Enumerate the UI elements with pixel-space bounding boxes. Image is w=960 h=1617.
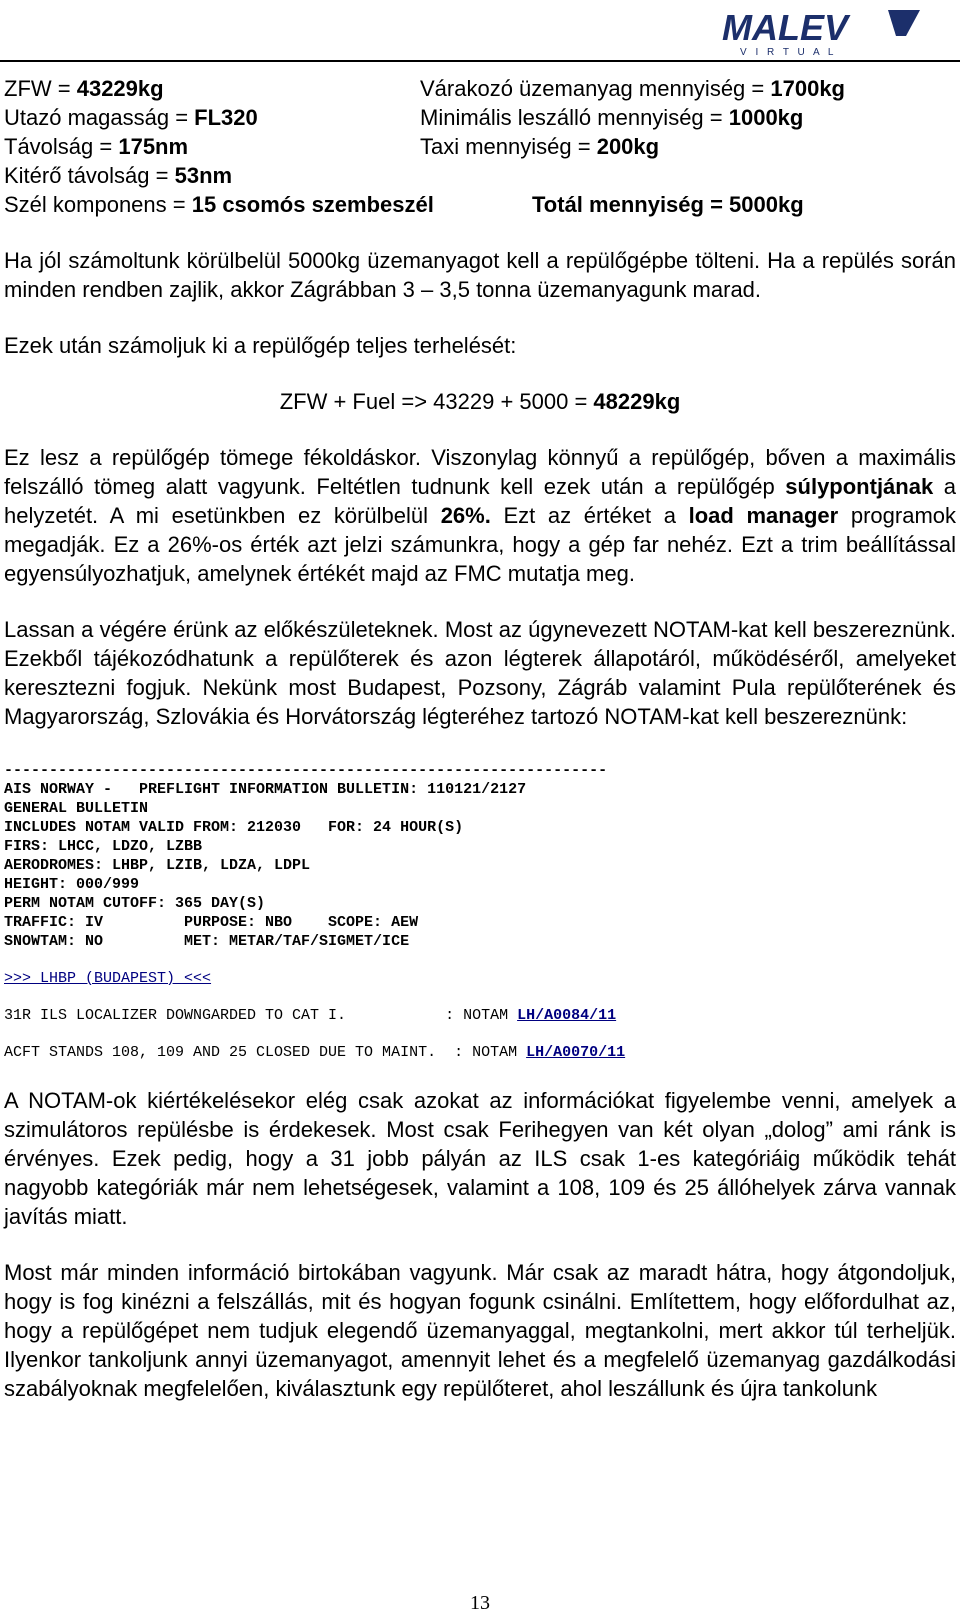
wind-value: 15 csomós szembeszél <box>191 192 434 217</box>
load-manager-term: load manager <box>688 503 839 528</box>
paragraph-notam-intro: Lassan a végére érünk az előkészületeknek. Most az úgynevezett NOTAM-kat kell beszereznünk. Ezekből tájékozódhatunk a repülőterek és azon légterek állapotáról, működéséről, amelyeket keresztezni fogjuk. Nekünk most Budapest, Pozsony, Zágráb valamint Pula repülőterének és Magyarország, Szlovákia és Horvátország légteréhez tartozó NOTAM-kat kell beszereznünk: <box>4 617 956 729</box>
paragraph-weight-balance: Ez lesz a repülőgép tömege fékoldáskor. Viszonylag könnyű a repülőgép, bőven a maximális felszálló tömeg alatt vagyunk. Feltétlen tudnunk kell ezek után a repülőgép súlypontjának a helyzetét. A mi esetünkben ez körülbelül 26%. Ezt az értéket a load manager programok megadják. Ez a 26%-os érték azt jelzi számunkra, hogy a gép far nehéz. Ezt a trim beállítással egyensúlyozhatjuk, amelynek értékét majd az FMC mutatja meg. <box>4 445 957 586</box>
notam-line: GENERAL BULLETIN <box>4 800 149 817</box>
notam-entry: ACFT STANDS 108, 109 AND 25 CLOSED DUE TO MAINT. : NOTAM LH/A0070/11 <box>4 1044 626 1061</box>
taxi-label: Taxi mennyiség = <box>420 134 597 159</box>
holding-label: Várakozó üzemanyag mennyiség = <box>420 76 771 101</box>
notam-link[interactable]: LH/A0070/11 <box>526 1044 626 1061</box>
malev-virtual-logo <box>720 6 930 58</box>
logo-swoosh-icon <box>888 10 920 36</box>
alternate-value: 53nm <box>174 163 233 188</box>
notam-link[interactable]: LH/A0084/11 <box>517 1007 617 1024</box>
header-rule <box>0 60 960 62</box>
alternate-label: Kitérő távolság = <box>4 163 175 188</box>
logo-text: MALEV <box>722 7 848 48</box>
row-alternate <box>4 161 956 190</box>
zfw-label: ZFW = <box>4 76 77 101</box>
notam-line: FIRS: LHCC, LDZO, LZBB <box>4 838 203 855</box>
formula-text: ZFW + Fuel => 43229 + 5000 = <box>279 389 594 414</box>
weight-formula <box>4 387 956 416</box>
paragraph-takeoff-planning: Most már minden információ birtokában vagyunk. Már csak az maradt hátra, hogy átgondoljuk, hogy is fog kinézni a felszállás, mit és hogyan fogunk csinálni. Említettem, hogy előfordulhat az, hogy a repülőgépet nem tudjuk elegendő üzemanyaggal, megtankolni, mert akkor túl terheljük. Ilyenkor tankoljunk annyi üzemanyagot, amennyit lehet és a megfelelő üzemanyag gazdálkodási szabályoknak megfelelően, kiválasztunk egy repülőteret, ahol leszállunk és újra tankolunk <box>4 1260 956 1401</box>
notam-line: HEIGHT: 000/999 <box>4 876 140 893</box>
distance-label: Távolság = <box>4 134 119 159</box>
zfw-value: 43229kg <box>76 76 164 101</box>
fuel-parameters <box>4 74 956 219</box>
distance-value: 175nm <box>118 134 189 159</box>
row-zfw <box>4 74 956 103</box>
cg-value: 26%. <box>440 503 491 528</box>
wind-label: Szél komponens = <box>4 192 192 217</box>
row-cruise <box>4 103 956 132</box>
row-distance <box>4 132 956 161</box>
holding-value: 1700kg <box>770 76 845 101</box>
malev-logo-icon <box>720 6 930 58</box>
formula-result: 48229kg <box>593 389 681 414</box>
paragraph-fuel-estimate: Ha jól számoltunk körülbelül 5000kg üzemanyagot kell a repülőgépbe tölteni. Ha a repülés során minden rendben zajlik, akkor Zágrábban 3 – 3,5 tonna üzemanyagunk marad. <box>4 248 956 302</box>
taxi-value: 200kg <box>596 134 660 159</box>
row-wind <box>4 190 956 219</box>
total-fuel: Totál mennyiség = 5000kg <box>532 192 804 217</box>
notam-entry: 31R ILS LOCALIZER DOWNGARDED TO CAT I. : NOTAM LH/A0084/11 <box>4 1007 617 1024</box>
page-content <box>4 74 956 1403</box>
notam-section-lhbp[interactable]: >>> LHBP (BUDAPEST) <<< <box>4 970 212 987</box>
paragraph-load-intro: Ezek után számoljuk ki a repülőgép teljes terhelését: <box>4 333 517 358</box>
cruise-value: FL320 <box>194 105 258 130</box>
cg-term: súlypontjának <box>785 474 934 499</box>
notam-line: SNOWTAM: NO MET: METAR/TAF/SIGMET/ICE <box>4 933 410 950</box>
min-landing-label: Minimális leszálló mennyiség = <box>420 105 729 130</box>
paragraph-notam-evaluation: A NOTAM-ok kiértékelésekor elég csak azokat az információkat figyelembe venni, amelyek a szimulátoros repülésbe is érdekesek. Most csak Ferihegyen van két olyan „dolog” ami ránk is érvényes. Ezek pedig, hogy a 31 jobb pályán az ILS csak 1-es kategóriáig működik tehát nagyobb kategóriák már nem lehetségesek, valamint a 108, 109 és 25 állóhelyek zárva vannak javítás miatt. <box>4 1088 956 1229</box>
logo-subtext: V I R T U A L <box>740 47 837 58</box>
notam-line: AIS NORWAY - PREFLIGHT INFORMATION BULLETIN: 110121/2127 <box>4 781 527 798</box>
notam-line: PERM NOTAM CUTOFF: 365 DAY(S) <box>4 895 266 912</box>
page-number: 13 <box>470 1592 490 1614</box>
notam-line: AERODROMES: LHBP, LZIB, LDZA, LDPL <box>4 857 311 874</box>
notam-line: INCLUDES NOTAM VALID FROM: 212030 FOR: 24 HOUR(S) <box>4 819 464 836</box>
notam-bulletin <box>4 761 956 1062</box>
cruise-label: Utazó magasság = <box>4 105 195 130</box>
notam-divider: ------------------------------------------------------------------- <box>4 762 608 779</box>
min-landing-value: 1000kg <box>728 105 804 130</box>
notam-line: TRAFFIC: IV PURPOSE: NBO SCOPE: AEW <box>4 914 419 931</box>
